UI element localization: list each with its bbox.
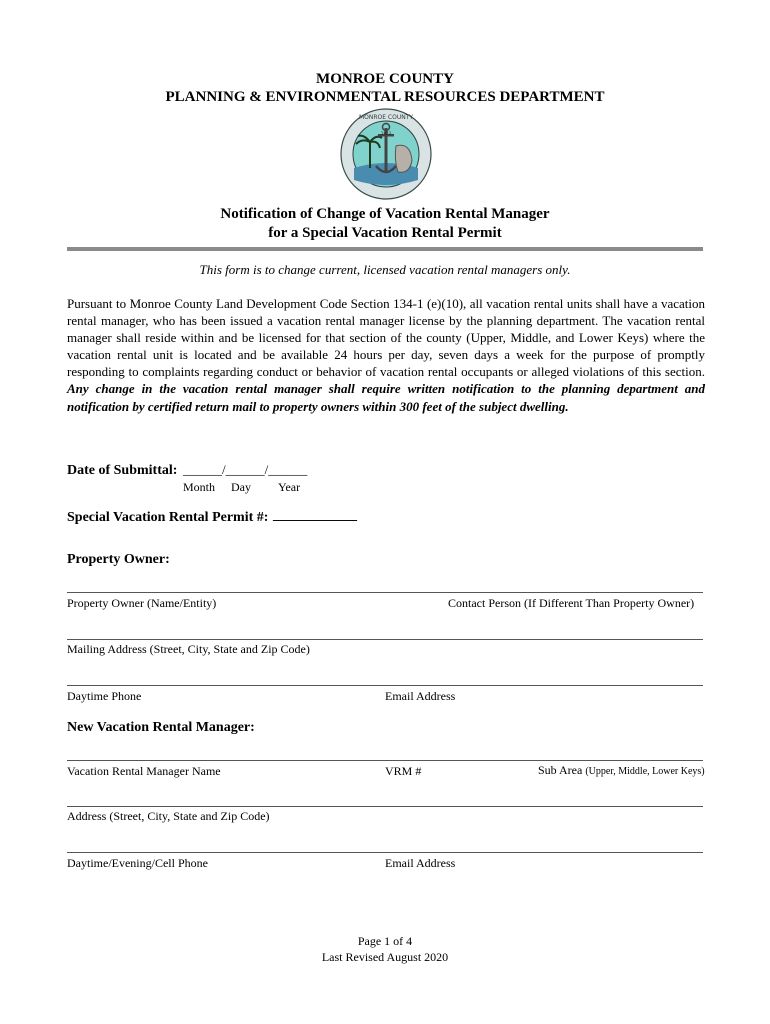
manager-address-field[interactable] bbox=[67, 806, 703, 807]
property-owner-heading: Property Owner: bbox=[67, 552, 170, 567]
revision-date: Last Revised August 2020 bbox=[321, 950, 449, 964]
seal-text: MONROE COUNTY bbox=[358, 114, 414, 121]
manager-subarea-label: Sub Area bbox=[538, 763, 583, 777]
policy-text: Pursuant to Monroe County Land Development Code Section 134-1 (e)(10), all vacation rental units shall have a vacation rental manager, who has been issued a vacation rental manager license by the planning department. The vacation rental manager shall reside within and be licensed for that section of the county (Upper, Middle, and Lower Keys) where the vacation rental unit is located and be available 24 hours per day, seven days a week for the purpose of promptly responding to complaints regarding conduct or behavior of vacation rental occupants or alleged violations of this section. bbox=[67, 296, 705, 380]
owner-phone-label: Daytime Phone bbox=[67, 689, 142, 703]
manager-phone-email-field[interactable] bbox=[67, 852, 703, 853]
manager-name-field[interactable] bbox=[67, 760, 703, 761]
owner-name-field[interactable] bbox=[67, 592, 703, 593]
seal-year: 1823 bbox=[380, 131, 392, 136]
owner-mailing-field[interactable] bbox=[67, 639, 703, 640]
submittal-day-label: Day bbox=[231, 480, 251, 494]
owner-email-label: Email Address bbox=[385, 689, 456, 703]
manager-heading: New Vacation Rental Manager: bbox=[67, 720, 255, 735]
owner-contact-label: Contact Person (If Different Than Property Owner) bbox=[448, 596, 695, 610]
manager-subarea-note: (Upper, Middle, Lower Keys) bbox=[585, 766, 705, 777]
header-county: MONROE COUNTY bbox=[316, 71, 454, 87]
manager-vrm-label: VRM # bbox=[385, 764, 422, 778]
submittal-month-label: Month bbox=[183, 480, 216, 494]
county-seal-logo bbox=[340, 108, 432, 200]
submittal-year-label: Year bbox=[278, 480, 301, 494]
permit-number-field[interactable]: ____________ bbox=[273, 508, 357, 523]
manager-phone-label: Daytime/Evening/Cell Phone bbox=[67, 856, 208, 870]
intro-note: This form is to change current, licensed vacation rental managers only. bbox=[199, 262, 571, 277]
owner-phone-email-field[interactable] bbox=[67, 685, 703, 686]
policy-paragraph bbox=[67, 295, 705, 415]
owner-name-label: Property Owner (Name/Entity) bbox=[67, 596, 217, 610]
form-title-line1: Notification of Change of Vacation Rental Manager bbox=[220, 206, 550, 222]
submittal-date-blanks[interactable]: ______/______/______ bbox=[183, 462, 308, 477]
manager-email-label: Email Address bbox=[385, 856, 456, 870]
title-divider bbox=[67, 247, 703, 251]
owner-mailing-label: Mailing Address (Street, City, State and Zip Code) bbox=[67, 642, 310, 656]
submittal-label: Date of Submittal: bbox=[67, 463, 178, 478]
manager-address-label: Address (Street, City, State and Zip Code) bbox=[67, 809, 270, 823]
policy-emphasis: Any change in the vacation rental manager shall require written notification to the planning department and notification by certified return mail to property owners within 300 feet of the subject dwelling. bbox=[67, 381, 705, 414]
header-department: PLANNING & ENVIRONMENTAL RESOURCES DEPARTMENT bbox=[165, 89, 605, 105]
manager-name-label: Vacation Rental Manager Name bbox=[67, 764, 221, 778]
manager-subarea bbox=[538, 763, 705, 778]
permit-label: Special Vacation Rental Permit #: bbox=[67, 510, 269, 525]
page-number: Page 1 of 4 bbox=[357, 934, 413, 948]
form-title-line2: for a Special Vacation Rental Permit bbox=[268, 225, 502, 241]
